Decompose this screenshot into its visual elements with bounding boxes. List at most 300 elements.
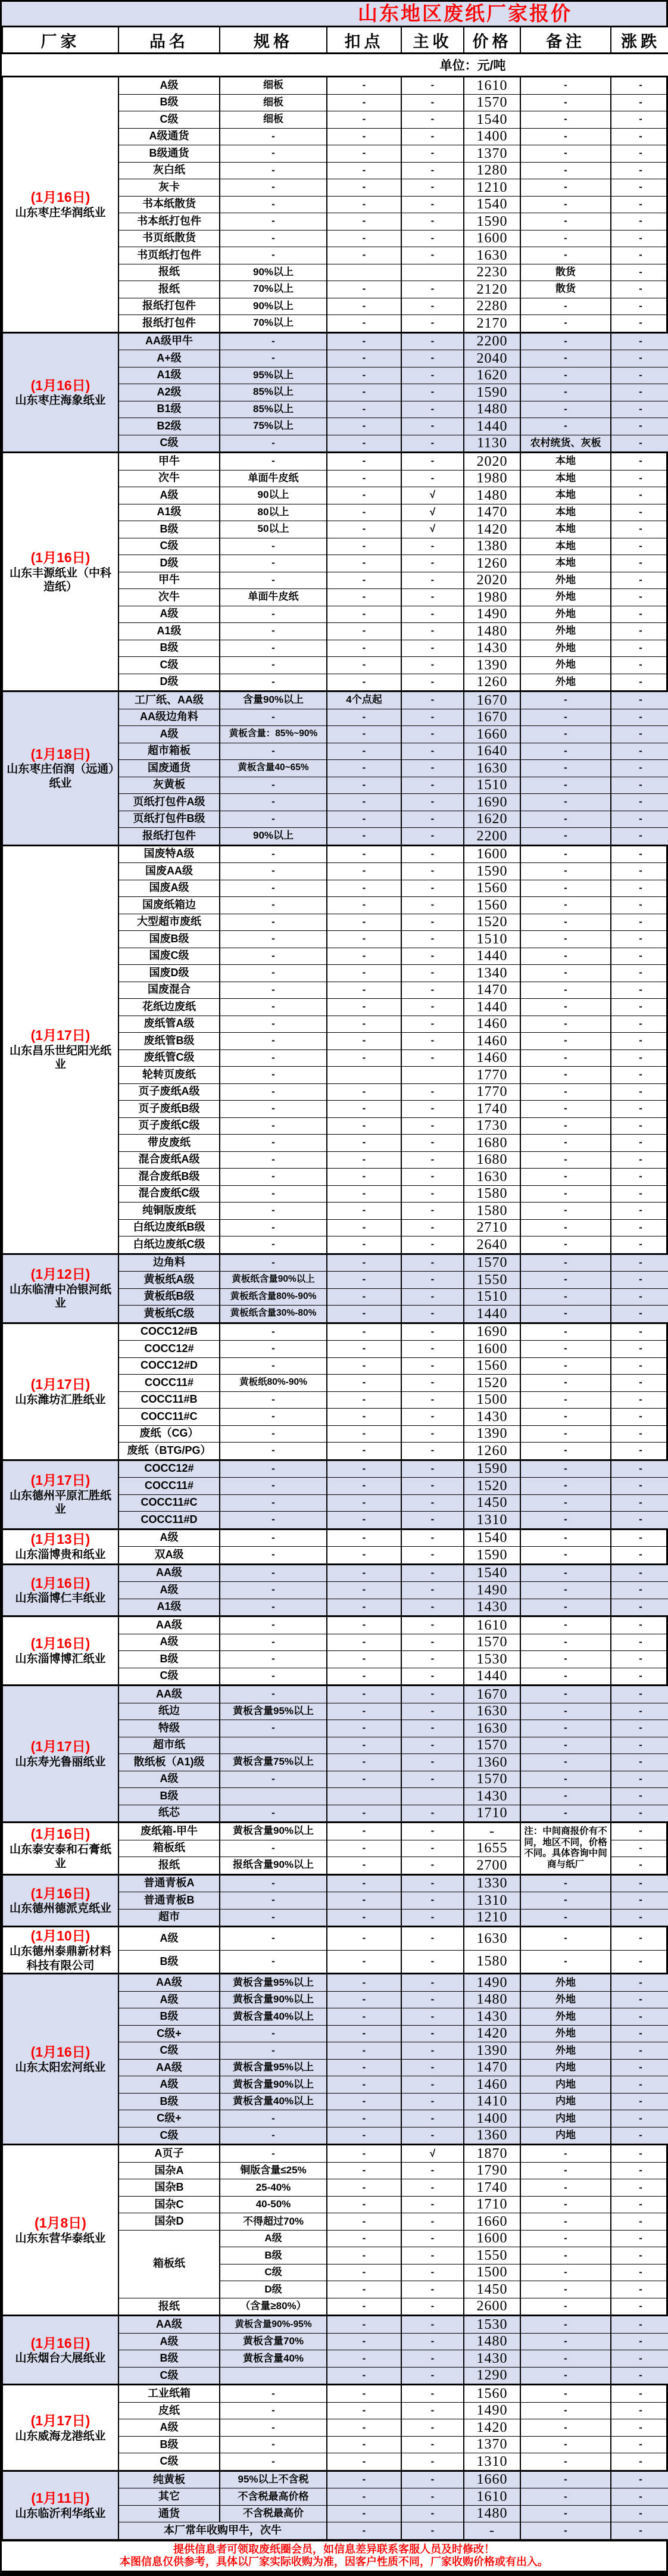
spec-cell: 黄板含量90%以上 (220, 2076, 327, 2094)
item-cell: COCC12# (118, 1460, 220, 1478)
item-cell: A1级 (118, 504, 220, 521)
price-cell: 2040 (464, 350, 520, 367)
factory-cell (2, 77, 118, 333)
note-cell: - (520, 1668, 611, 1686)
note-cell: - (520, 845, 611, 863)
note-cell: - (520, 1135, 611, 1152)
deduct-cell: - (327, 880, 401, 897)
price-cell: 1690 (464, 794, 520, 811)
accept-cell: - (401, 674, 464, 691)
factory-name: 山东淄博博汇纸业 (15, 1653, 106, 1665)
item-cell: 箱板纸 (118, 1840, 220, 1857)
price-cell: 1490 (464, 1974, 520, 1992)
change-cell: - (611, 2436, 668, 2453)
item-cell: A级 (118, 2333, 220, 2350)
change-cell: - (611, 2402, 668, 2419)
deduct-cell: 4个点起 (327, 691, 401, 709)
price-cell: 1490 (464, 2402, 520, 2419)
spec-cell: 不含税最高价格 (220, 2488, 327, 2506)
price-cell: 1710 (464, 2196, 520, 2213)
deduct-cell: - (327, 384, 401, 401)
accept-cell: - (401, 94, 464, 111)
change-cell: - (611, 1254, 668, 1272)
note-cell: - (520, 1529, 611, 1547)
accept-cell: - (401, 1512, 464, 1530)
item-cell: 报纸 (118, 264, 220, 281)
price-cell: 1210 (464, 1909, 520, 1927)
note-cell: - (520, 1288, 611, 1306)
spec-cell: 单面牛皮纸 (220, 589, 327, 606)
accept-cell: - (401, 1323, 464, 1341)
factory-name: 山东烟台大展纸业 (15, 2352, 106, 2365)
note-cell: - (520, 811, 611, 828)
note-cell: 散货 (520, 281, 611, 298)
change-cell: - (611, 1529, 668, 1547)
note-cell: - (520, 1203, 611, 1220)
column-header-0: 厂家 (2, 27, 118, 54)
change-cell: - (611, 640, 668, 657)
deduct-cell: - (327, 1341, 401, 1358)
change-cell: - (611, 2093, 668, 2110)
change-cell: - (611, 1564, 668, 1582)
item-cell: 国杂D (118, 2213, 220, 2231)
note-cell: - (520, 145, 611, 163)
deduct-cell: - (327, 1425, 401, 1443)
price-cell: 1360 (464, 2127, 520, 2145)
item-cell: B级通货 (118, 145, 220, 163)
accept-cell: - (401, 2162, 464, 2179)
note-cell: - (520, 196, 611, 213)
item-cell: 纸芯 (118, 1805, 220, 1823)
price-cell: 1540 (464, 111, 520, 129)
accept-cell: - (401, 1927, 464, 1951)
accept-cell: - (401, 777, 464, 794)
item-cell: 灰白纸 (118, 162, 220, 179)
spec-cell: - (220, 1219, 327, 1236)
accept-cell: - (401, 948, 464, 965)
accept-cell: - (401, 281, 464, 298)
column-header-7: 涨跌 (611, 27, 668, 54)
note-cell: 外地 (520, 589, 611, 606)
accept-cell: - (401, 1494, 464, 1512)
spec-cell: - (220, 1341, 327, 1358)
spec-cell: - (220, 230, 327, 247)
spec-cell: 90%以上 (220, 828, 327, 846)
change-cell: - (611, 264, 668, 281)
accept-cell: - (401, 1720, 464, 1737)
note-cell: 农村统货、灰板 (520, 435, 611, 453)
change-cell: - (611, 2025, 668, 2042)
change-cell: - (611, 760, 668, 777)
deduct-cell: - (327, 1771, 401, 1788)
spec-cell: 铜版含量≤25% (220, 2162, 327, 2179)
note-cell: 外地 (520, 2008, 611, 2026)
table-row (2, 845, 668, 863)
note-cell: - (520, 1049, 611, 1067)
item-cell: B级 (118, 2008, 220, 2026)
note-cell: - (520, 2162, 611, 2179)
deduct-cell: - (327, 572, 401, 589)
item-cell: 白纸边废纸C级 (118, 1236, 220, 1254)
accept-cell: - (401, 1254, 464, 1272)
price-cell: 1590 (464, 863, 520, 880)
price-cell: 2020 (464, 453, 520, 471)
deduct-cell: - (327, 743, 401, 760)
deduct-cell: - (327, 2281, 401, 2298)
deduct-cell: - (327, 914, 401, 931)
deduct-cell: - (327, 367, 401, 384)
price-cell: 1400 (464, 2110, 520, 2128)
accept-cell: - (401, 1236, 464, 1254)
item-cell: COCC11# (118, 1375, 220, 1392)
spec-cell: - (220, 777, 327, 794)
price-cell: - (464, 1823, 520, 1840)
price-cell: 1590 (464, 213, 520, 230)
deduct-cell (327, 264, 401, 281)
price-cell: 1470 (464, 504, 520, 521)
change-cell: - (611, 999, 668, 1016)
price-cell: 1600 (464, 2230, 520, 2247)
deduct-cell: - (327, 1668, 401, 1686)
change-cell: - (611, 1909, 668, 1927)
item-cell: B级 (118, 94, 220, 111)
price-cell: 2280 (464, 298, 520, 315)
accept-cell: - (401, 1582, 464, 1599)
accept-cell: - (401, 606, 464, 623)
change-cell: - (611, 1272, 668, 1289)
note-cell: - (520, 1564, 611, 1582)
deduct-cell: - (327, 1135, 401, 1152)
price-cell: 1470 (464, 982, 520, 999)
accept-cell: - (401, 1668, 464, 1686)
accept-cell (401, 1788, 464, 1805)
price-cell: 2600 (464, 2298, 520, 2316)
note-cell: - (520, 213, 611, 230)
spec-cell: - (220, 1668, 327, 1686)
spec-cell: 85%以上 (220, 384, 327, 401)
deduct-cell: - (327, 1651, 401, 1668)
accept-cell: - (401, 999, 464, 1016)
spec-cell: 黄板含量40%以上 (220, 2008, 327, 2026)
change-cell: - (611, 2488, 668, 2506)
item-cell: B级 (118, 521, 220, 538)
price-cell: 2020 (464, 572, 520, 589)
note-cell: - (520, 2488, 611, 2506)
spec-cell: - (220, 1599, 327, 1616)
note-cell: - (520, 863, 611, 880)
factory-cell (2, 1616, 118, 1686)
accept-cell: - (401, 1016, 464, 1033)
note-cell: - (520, 418, 611, 435)
factory-date: (1月17日) (30, 1739, 90, 1755)
spec-cell: - (220, 453, 327, 471)
deduct-cell: - (327, 1892, 401, 1910)
accept-cell: - (401, 982, 464, 999)
accept-cell: √ (401, 487, 464, 504)
deduct-cell: - (327, 111, 401, 129)
spec-cell: 90%以上 (220, 298, 327, 315)
price-cell: 1560 (464, 880, 520, 897)
item-cell: AA级 (118, 1564, 220, 1582)
deduct-cell: - (327, 350, 401, 367)
item-cell: A级 (118, 606, 220, 623)
factory-cell (2, 2316, 118, 2385)
deduct-cell: - (327, 1151, 401, 1169)
note-cell: 本地 (520, 504, 611, 521)
accept-cell: - (401, 880, 464, 897)
item-cell: 特级 (118, 1720, 220, 1737)
deduct-cell: - (327, 453, 401, 471)
accept-cell: - (401, 2316, 464, 2334)
table-row (2, 1974, 668, 1992)
note-cell: - (520, 1083, 611, 1101)
deduct-cell: - (327, 1874, 401, 1892)
note-cell: - (520, 1950, 611, 1974)
item-cell: B级 (118, 1788, 220, 1805)
note-cell: - (520, 111, 611, 129)
spec-cell: D级 (220, 2281, 327, 2298)
note-cell: 注：中间商报价有不同，地区不同，价格不同。具体咨询中间商与纸厂 (520, 1823, 611, 1875)
spec-cell: - (220, 332, 327, 350)
change-cell: - (611, 982, 668, 999)
spec-cell: 75%以上 (220, 418, 327, 435)
factory-cell (2, 2145, 118, 2316)
deduct-cell: - (327, 504, 401, 521)
deduct-cell (327, 1067, 401, 1084)
spec-cell: - (220, 674, 327, 691)
spec-cell: - (220, 1203, 327, 1220)
price-cell: 1360 (464, 1754, 520, 1771)
spec-cell: - (220, 162, 327, 179)
factory-cell (2, 1564, 118, 1616)
accept-cell: - (401, 1892, 464, 1910)
spec-cell: （含量≥80%） (220, 2298, 327, 2316)
spec-cell: - (220, 623, 327, 640)
factory-date: (1月16日) (30, 2044, 90, 2060)
note-cell: - (520, 1357, 611, 1375)
note-cell: - (520, 332, 611, 350)
accept-cell: - (401, 1874, 464, 1892)
change-cell: - (611, 538, 668, 555)
change-cell: - (611, 1582, 668, 1599)
spec-cell: 黄板含量70% (220, 2333, 327, 2350)
note-cell: - (520, 1478, 611, 1495)
deduct-cell: - (327, 1254, 401, 1272)
note-cell: - (520, 2522, 611, 2540)
deduct-cell: - (327, 2402, 401, 2419)
note-cell: - (520, 760, 611, 777)
price-cell: 1480 (464, 1991, 520, 2008)
price-cell: 1520 (464, 914, 520, 931)
factory-date: (1月13日) (30, 1531, 90, 1547)
deduct-cell: - (327, 2436, 401, 2453)
column-header-6: 备注 (520, 27, 611, 54)
deduct-cell: - (327, 1117, 401, 1135)
factory-date: (1月16日) (30, 377, 90, 393)
change-cell: - (611, 1512, 668, 1530)
price-cell: 1770 (464, 1067, 520, 1084)
price-cell: 1210 (464, 179, 520, 197)
note-cell: 本地 (520, 521, 611, 538)
note-cell: - (520, 1425, 611, 1443)
item-cell: 页纸打包件B级 (118, 811, 220, 828)
spec-cell: - (220, 1067, 327, 1084)
spec-cell: - (220, 179, 327, 197)
price-cell: 1580 (464, 1950, 520, 1974)
factory-name: 山东德州德派克纸业 (9, 1902, 111, 1915)
spec-cell: - (220, 2419, 327, 2437)
note-cell: - (520, 1185, 611, 1203)
note-cell: - (520, 315, 611, 333)
item-cell: AA级边角料 (118, 709, 220, 726)
note-cell: - (520, 1151, 611, 1169)
spec-cell: - (220, 1236, 327, 1254)
note-cell: - (520, 2298, 611, 2316)
accept-cell: - (401, 2008, 464, 2026)
item-cell: 报纸打包件 (118, 298, 220, 315)
deduct-cell: - (327, 315, 401, 333)
price-cell: 1670 (464, 691, 520, 709)
factory-date: (1月16日) (30, 1885, 90, 1901)
item-cell: COCC12#D (118, 1357, 220, 1375)
accept-cell: - (401, 453, 464, 471)
item-cell: 本厂常年收购甲牛，次牛 (118, 2522, 327, 2540)
price-cell: 1580 (464, 1203, 520, 1220)
note-cell: - (520, 1391, 611, 1409)
factory-name: 山东昌乐世纪阳光纸业 (9, 1044, 111, 1071)
item-cell: 黄板纸A级 (118, 1272, 220, 1289)
price-cell: 1610 (464, 1616, 520, 1634)
item-cell: 国杂A (118, 2162, 220, 2179)
deduct-cell: - (327, 1823, 401, 1840)
price-cell: 1390 (464, 1425, 520, 1443)
spec-cell: 黄板含量90%以上 (220, 1991, 327, 2008)
deduct-cell: - (327, 589, 401, 606)
change-cell: - (611, 350, 668, 367)
item-cell: 甲牛 (118, 453, 220, 471)
accept-cell: - (401, 760, 464, 777)
change-cell: - (611, 179, 668, 197)
accept-cell: - (401, 1703, 464, 1720)
item-cell: B级 (118, 2350, 220, 2368)
change-cell: - (611, 1033, 668, 1050)
change-cell: - (611, 145, 668, 163)
spec-cell: - (220, 350, 327, 367)
item-cell: 超市 (118, 1909, 220, 1927)
change-cell: - (611, 691, 668, 709)
accept-cell: - (401, 1634, 464, 1651)
note-cell: - (520, 1599, 611, 1616)
deduct-cell: - (327, 640, 401, 657)
unit-note: 单位：元/吨 (439, 59, 506, 73)
note-cell: 外地 (520, 623, 611, 640)
change-cell: - (611, 1686, 668, 1703)
accept-cell: - (401, 2230, 464, 2247)
deduct-cell: - (327, 931, 401, 948)
price-cell: 1420 (464, 2025, 520, 2042)
item-cell: C级 (118, 2042, 220, 2060)
accept-cell: - (401, 1151, 464, 1169)
spec-cell: - (220, 1016, 327, 1033)
accept-cell: - (401, 1840, 464, 1857)
price-cell: 1430 (464, 2008, 520, 2026)
deduct-cell: - (327, 2145, 401, 2163)
item-cell: C级 (118, 111, 220, 129)
spec-cell: - (220, 1651, 327, 1668)
note-cell: - (520, 1169, 611, 1186)
deduct-cell: - (327, 999, 401, 1016)
change-cell: - (611, 384, 668, 401)
item-cell: 书本纸打包件 (118, 213, 220, 230)
deduct-cell: - (327, 213, 401, 230)
note-cell: - (520, 2213, 611, 2231)
table-row (2, 1460, 668, 1478)
item-cell: AA级甲牛 (118, 332, 220, 350)
spec-cell: - (220, 1169, 327, 1186)
note-cell: - (520, 1754, 611, 1771)
note-cell: - (520, 897, 611, 914)
price-cell: 1460 (464, 1016, 520, 1033)
accept-cell: - (401, 1219, 464, 1236)
note-cell: - (520, 1219, 611, 1236)
spec-cell: - (220, 1033, 327, 1050)
spec-cell: - (220, 128, 327, 145)
change-cell: - (611, 845, 668, 863)
deduct-cell: - (327, 1357, 401, 1375)
change-cell: - (611, 1391, 668, 1409)
accept-cell: - (401, 794, 464, 811)
accept-cell: - (401, 1771, 464, 1788)
accept-cell: - (401, 657, 464, 674)
spec-cell: - (220, 1478, 327, 1495)
accept-cell: - (401, 1616, 464, 1634)
price-cell: 1490 (464, 1582, 520, 1599)
deduct-cell: - (327, 1494, 401, 1512)
price-cell: 1310 (464, 1892, 520, 1910)
price-cell: 1790 (464, 2162, 520, 2179)
change-cell: - (611, 1703, 668, 1720)
table-row (2, 691, 668, 709)
spec-cell: - (220, 1840, 327, 1857)
item-cell: 混合废纸C级 (118, 1185, 220, 1203)
deduct-cell: - (327, 1391, 401, 1409)
factory-date: (1月12日) (30, 1266, 90, 1282)
price-cell: 1280 (464, 162, 520, 179)
deduct-cell: - (327, 2110, 401, 2128)
accept-cell: - (401, 1083, 464, 1101)
accept-cell: - (401, 1950, 464, 1974)
spec-cell: - (220, 572, 327, 589)
change-cell: - (611, 1874, 668, 1892)
change-cell: - (611, 1974, 668, 1992)
accept-cell (401, 264, 464, 281)
accept-cell: - (401, 128, 464, 145)
item-cell: 混合废纸A级 (118, 1151, 220, 1169)
deduct-cell: - (327, 2298, 401, 2316)
change-cell: - (611, 828, 668, 846)
note-cell: - (520, 1323, 611, 1341)
change-cell: - (611, 2419, 668, 2437)
accept-cell: - (401, 2076, 464, 2094)
spec-cell: - (220, 1443, 327, 1460)
spec-cell: - (220, 555, 327, 572)
factory-date: (1月16日) (30, 189, 90, 205)
note-cell: - (520, 298, 611, 315)
price-cell: 1460 (464, 2076, 520, 2094)
accept-cell: - (401, 2522, 464, 2540)
note-cell: - (520, 1033, 611, 1050)
accept-cell: - (401, 1686, 464, 1703)
